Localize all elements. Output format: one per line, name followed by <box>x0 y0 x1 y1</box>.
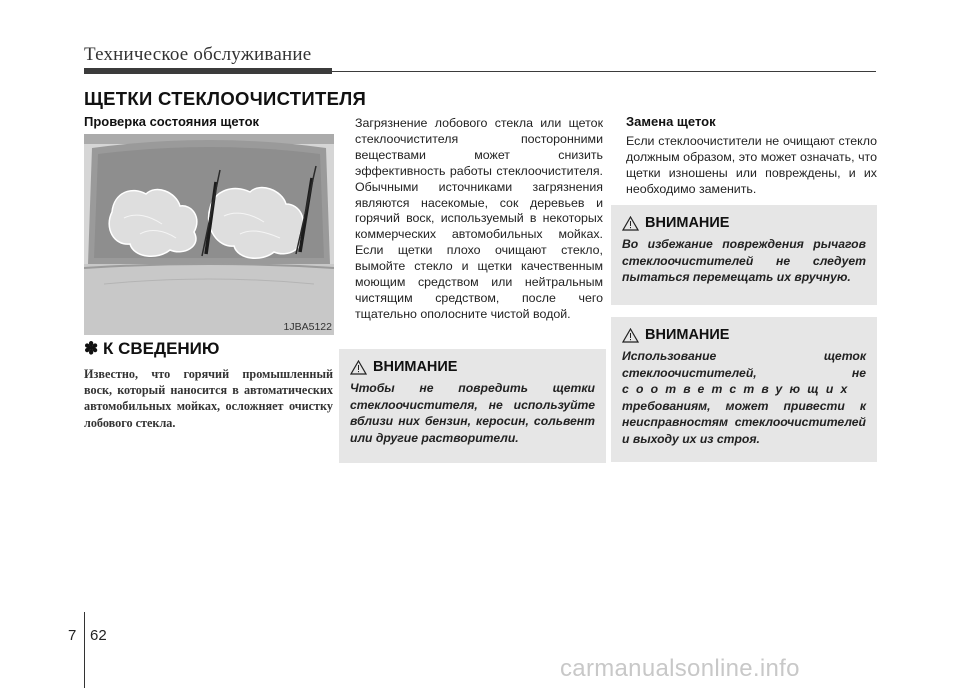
note-text: Известно, что горячий промышленный воск, который наносится в автоматических автомобильных мойках, осложняет очистку лобового стекла. <box>84 367 333 430</box>
windshield-wiper-image <box>84 134 334 335</box>
warning-title: ВНИМАНИЕ <box>645 327 730 343</box>
chapter-number: 7 <box>68 627 77 644</box>
section-title: ЩЕТКИ СТЕКЛООЧИСТИТЕЛЯ <box>84 88 367 109</box>
image-code: 1JBA5122 <box>283 321 332 333</box>
warning-text <box>622 348 866 448</box>
page-number: 62 <box>90 627 107 644</box>
watermark: carmanualsonline.info <box>560 655 800 682</box>
inspection-paragraph: Загрязнение лобового стекла или щеток стеклоочистителя посторонними веществами может снизить эффективность работы стеклоочистителя. Обычными источниками загрязнения являются насекомые, сок деревьев и горячий воск, используемый в некоторых коммерческих автомобильных мойках. Если щетки плохо очищают стекло, вымойте стекло и щетки качественным моющим средством или нейтральным чистящим средством, после чего тщательно ополосните чистой водой. <box>355 116 603 321</box>
warning-triangle-icon <box>622 328 639 343</box>
warning-title: ВНИМАНИЕ <box>645 215 730 231</box>
warning-title: ВНИМАНИЕ <box>373 359 458 375</box>
warning-text-part: Использование щеток стеклоочистителей, не <box>622 349 866 380</box>
warning-box-compatibility <box>611 317 877 462</box>
header-rule-thin <box>332 71 876 72</box>
note-title: ✽ К СВЕДЕНИЮ <box>84 339 220 358</box>
warning-text-spaced: соответствующих <box>622 382 855 397</box>
warning-triangle-icon <box>350 360 367 375</box>
footer-rule <box>84 612 85 688</box>
page-header-title: Техническое обслуживание <box>84 44 312 65</box>
replacement-heading: Замена щеток <box>626 114 716 129</box>
header-rule-thick <box>84 68 332 74</box>
warning-text: Чтобы не повредить щетки стеклоочистителя, не используйте вблизи них бензин, керосин, сольвент или другие растворители. <box>350 381 595 445</box>
warning-box-solvents <box>339 349 606 463</box>
inspection-heading: Проверка состояния щеток <box>84 114 260 129</box>
warning-box-arms <box>611 205 877 305</box>
warning-text-part: требованиям, может привести к неисправностям стеклоочистителей и выходу их из строя. <box>622 398 866 446</box>
warning-triangle-icon <box>622 216 639 231</box>
replacement-paragraph: Если стеклоочистители не очищают стекло должным образом, это может означать, что щетки изношены или повреждены, и их необходимо заменить. <box>626 134 877 196</box>
warning-text: Во избежание повреждения рычагов стеклоочистителей не следует пытаться перемещать их вручную. <box>622 237 866 285</box>
